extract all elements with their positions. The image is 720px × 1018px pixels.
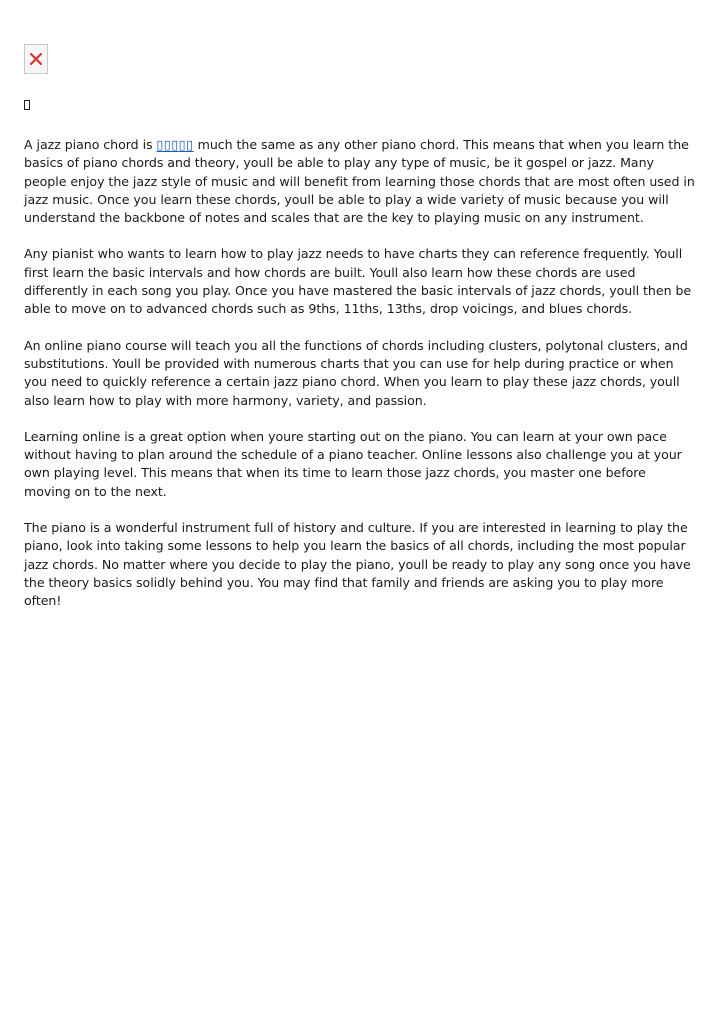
paragraph-1-text-end: much the same as any other piano chord. This means that when you learn the basics of piano chords and theory, youll be able to play any type of music, be it gospel or jazz. Many people enjoy the jazz style of music and will benefit from learning those chords that are most often used in jazz music. Once you learn these chords, youll be able to play a wide variety of music because you will understand the backbone of notes and scales that are the key to playing music on any instrument.: [24, 137, 695, 226]
missing-glyph-box: [24, 100, 30, 110]
inline-link[interactable]: ▯▯▯▯▯: [156, 137, 194, 152]
paragraph-5: The piano is a wonderful instrument full of history and culture. If you are interested in learning to play the piano, look into taking some lessons to help you learn the basics of all chords, including the most popular jazz chords. No matter where you decide to play the piano, youll be ready to play any song once you have the theory basics solidly behind you. You may find that family and friends are asking you to play more often!: [24, 520, 691, 609]
paragraph-4: Learning online is a great option when youre starting out on the piano. You can learn at your own pace without having to plan around the schedule of a piano teacher. Online lessons also challenge you at your own playing level. This means that when its time to learn those jazz chords, you master one before moving on to the next.: [24, 428, 682, 499]
broken-image-icon: [29, 52, 43, 66]
paragraph-2: Any pianist who wants to learn how to play jazz needs to have charts they can reference frequently. Youll first learn the basic intervals and how chords are built. Youll also learn how these chords are used differently in each song you play. Once you have mastered the basic intervals of jazz chords, youll then be able to move on to advanced chords such as 9ths, 11ths, 13ths, drop voicings, and blues chords.: [24, 246, 692, 317]
paragraph-1: [24, 136, 696, 227]
paragraph-1-text-start: A jazz piano chord is: [24, 137, 157, 152]
article-body: [24, 136, 696, 629]
paragraph-3: An online piano course will teach you all the functions of chords including clusters, polytonal clusters, and substitutions. Youll be provided with numerous charts that you can use for help during practice or when you need to quickly reference a certain jazz piano chord. When you learn to play these jazz chords, youll also learn how to play with more harmony, variety, and passion.: [24, 337, 688, 408]
broken-image-placeholder: [24, 44, 48, 74]
